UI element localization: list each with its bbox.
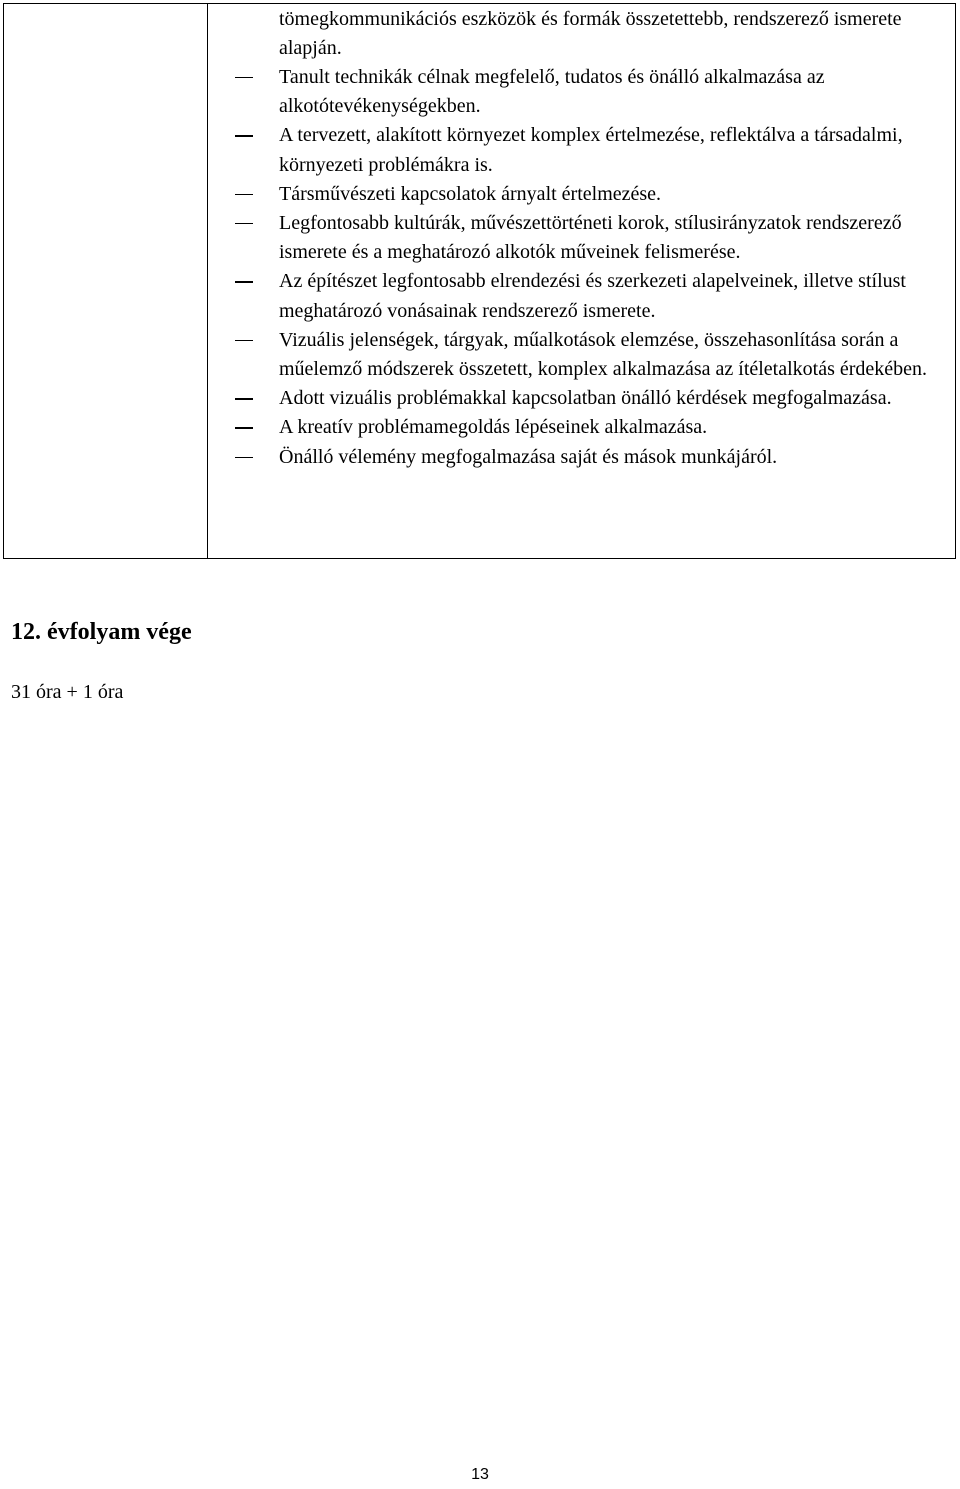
outcome-item — [3, 209, 960, 267]
dash-bullet-icon — [235, 135, 253, 136]
outcome-item — [3, 413, 960, 442]
outcome-item-text: Önálló vélemény megfogalmazása saját és mások munkájáról. — [279, 445, 778, 468]
hours-text: 31 óra + 1 óra — [11, 681, 124, 703]
outcome-item — [3, 443, 960, 472]
dash-bullet-icon — [235, 77, 253, 78]
outcome-item-text: A tervezett, alakított környezet komplex értelmezése, reflektálva a társadalmi, környezeti problémákra is. — [279, 124, 903, 176]
page-number: 13 — [471, 1466, 489, 1483]
outcome-item-text: Vizuális jelenségek, tárgyak, műalkotások elemzése, összehasonlítása során a műelemző módszerek összetett, komplex alkalmazása az ítéletalkotás érdekében. — [279, 328, 928, 381]
section-title: 12. évfolyam vége — [11, 619, 192, 645]
outcomes-table — [3, 3, 956, 559]
outcome-item — [3, 326, 960, 384]
outcome-item-text: Az építészet legfontosabb elrendezési és szerkezeti alapelveinek, illetve stílust meghatározó vonásainak rendszerező ismerete. — [279, 270, 906, 322]
dash-bullet-icon — [235, 398, 253, 399]
outcome-item-text: Társművészeti kapcsolatok árnyalt értelmezése. — [279, 182, 662, 205]
dash-bullet-icon — [235, 223, 253, 224]
continued-text: tömegkommunikációs eszközök és formák összetettebb, rendszerező ismerete alapján. — [279, 8, 902, 60]
outcome-item — [3, 63, 960, 121]
outcome-item — [3, 121, 960, 179]
dash-bullet-icon — [235, 340, 253, 341]
table-right-cell — [208, 4, 955, 558]
outcome-item — [3, 267, 960, 325]
outcome-item-text: A kreatív problémamegoldás lépéseinek alkalmazása. — [279, 416, 708, 439]
dash-bullet-icon — [235, 194, 253, 195]
outcome-item-text: Adott vizuális problémakkal kapcsolatban önálló kérdések megfogalmazása. — [279, 387, 892, 410]
dash-bullet-icon — [235, 457, 253, 458]
outcome-item-text: Tanult technikák célnak megfelelő, tudatos és önálló alkalmazása az alkotótevékenységekben. — [279, 66, 825, 118]
outcome-item — [3, 180, 960, 209]
outcome-list — [3, 63, 960, 472]
dash-bullet-icon — [235, 427, 253, 428]
outcome-item-text: Legfontosabb kultúrák, művészettörténeti korok, stílusirányzatok rendszerező ismerete és a meghatározó alkotók műveinek felismerése. — [279, 212, 902, 264]
outcome-item — [3, 384, 960, 413]
dash-bullet-icon — [235, 281, 253, 282]
